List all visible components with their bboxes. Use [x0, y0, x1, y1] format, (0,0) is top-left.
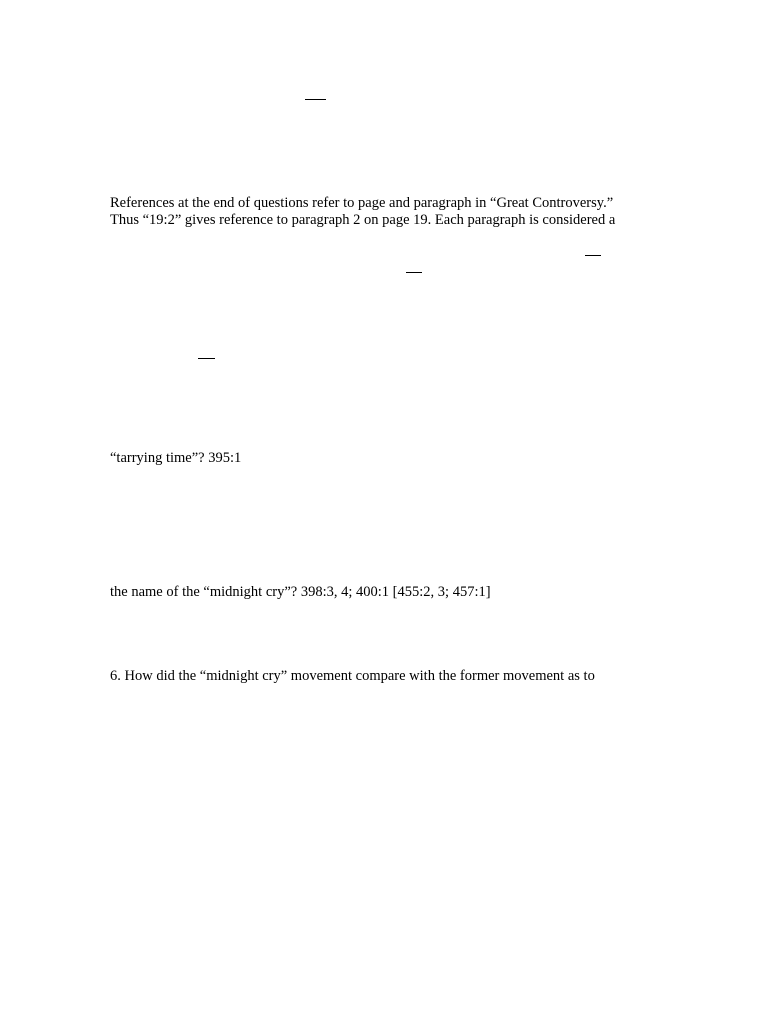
blank-rule [585, 255, 601, 256]
blank-rule [305, 99, 326, 100]
question-6: 6. How did the “midnight cry” movement compare with the former movement as to [110, 668, 595, 684]
question-fragment-midnight-cry-name: the name of the “midnight cry”? 398:3, 4; 400:1 [455:2, 3; 457:1] [110, 584, 491, 600]
question-fragment-tarrying-time: “tarrying time”? 395:1 [110, 450, 242, 466]
intro-line-1: References at the end of questions refer to page and paragraph in “Great Controversy.” [110, 195, 614, 211]
blank-rule [198, 358, 215, 359]
blank-rule [406, 272, 422, 273]
intro-line-2: Thus “19:2” gives reference to paragraph 2 on page 19. Each paragraph is considered a [110, 212, 616, 228]
